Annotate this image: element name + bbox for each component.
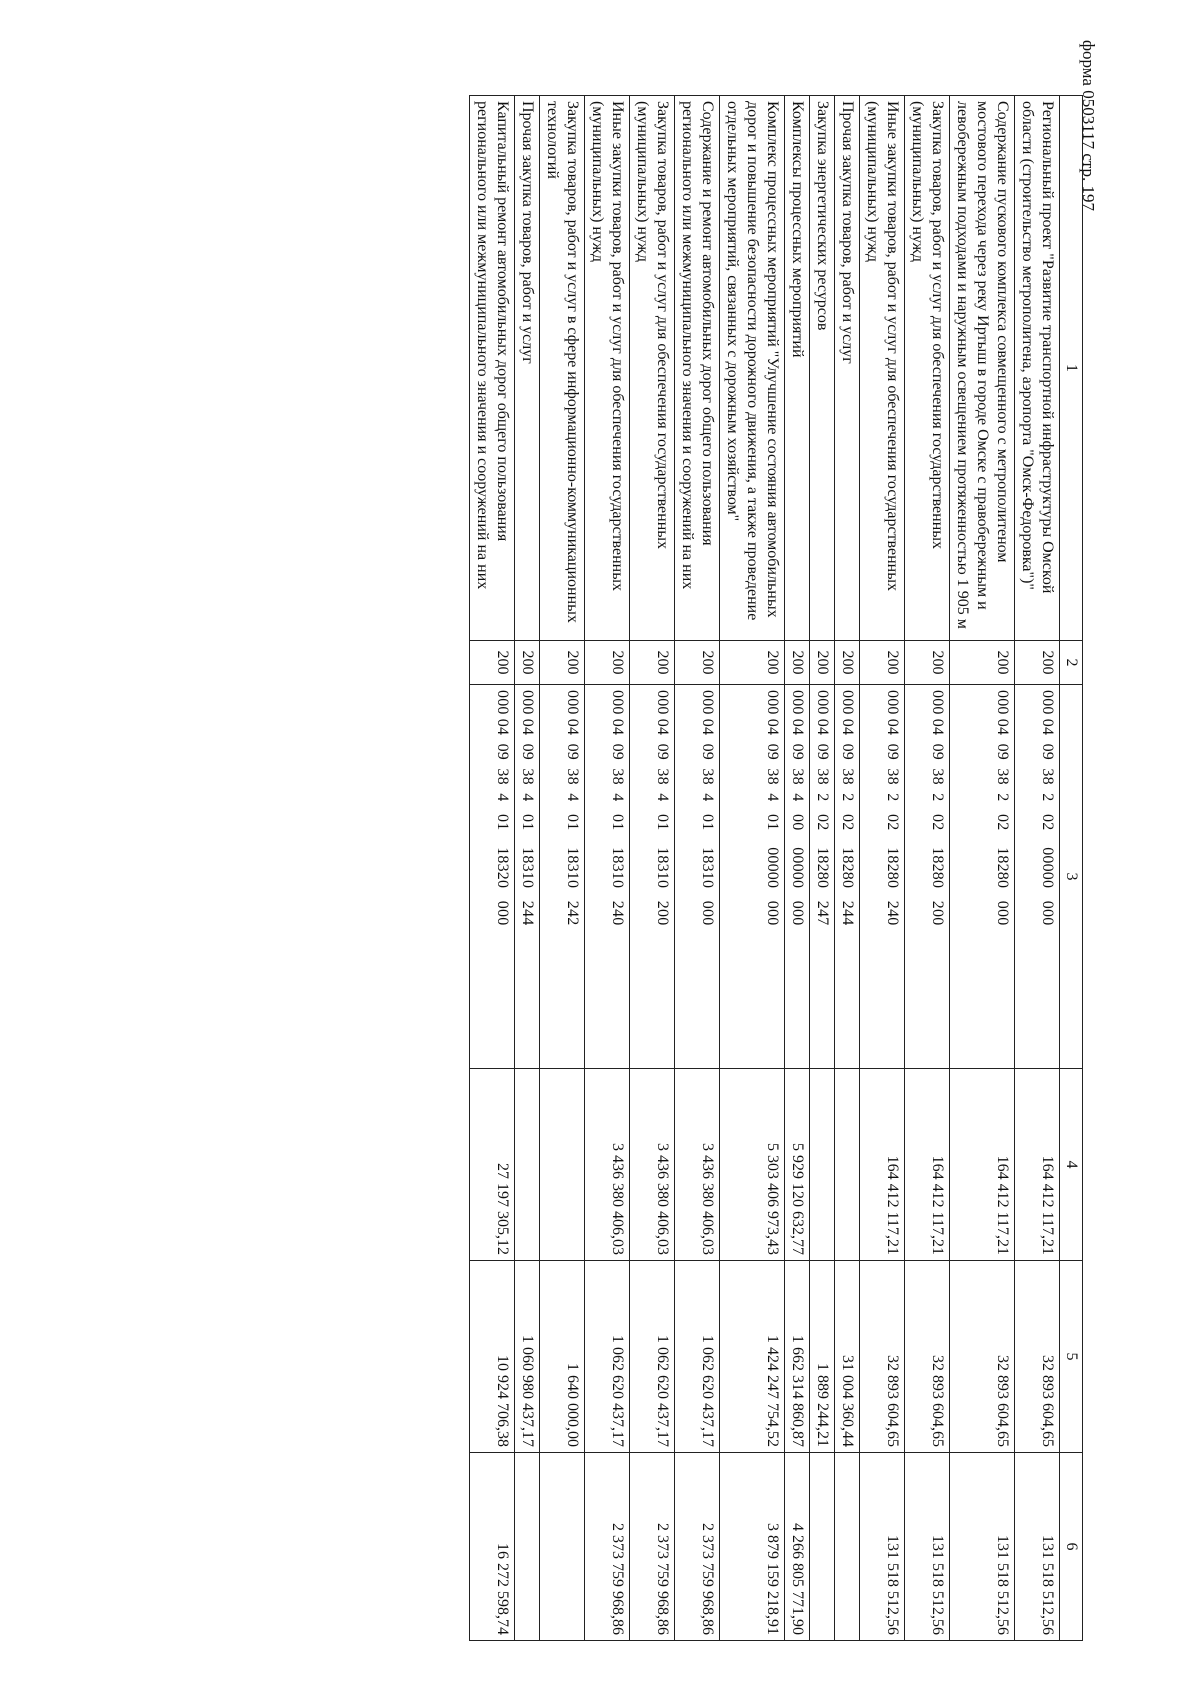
row-executed-amount-cell: 1 062 620 437,17 [585, 1261, 630, 1453]
row-budget-code-cell: 000 04 09 38 2 02 18280 247 [810, 685, 835, 1069]
table-row [950, 96, 1015, 1641]
row-unexecuted-amount-cell [540, 1453, 585, 1641]
row-unexecuted-amount-cell: 2 373 759 968,86 [630, 1453, 675, 1641]
row-budget-code-cell: 000 04 09 38 4 01 18310 242 [540, 685, 585, 1069]
column-header-3: 3 [1060, 685, 1083, 1069]
column-header-6: 6 [1060, 1453, 1083, 1641]
table-row [675, 96, 720, 1641]
row-approved-amount-cell: 164 412 117,21 [860, 1069, 905, 1261]
row-approved-amount-cell: 3 436 380 406,03 [585, 1069, 630, 1261]
row-name-cell: Содержание и ремонт автомобильных дорог общего пользования регионального или межмуниципального значения и сооружений на них [675, 96, 720, 641]
row-executed-amount-cell: 10 924 706,38 [470, 1261, 515, 1453]
row-unexecuted-amount-cell: 4 266 805 771,90 [785, 1453, 810, 1641]
row-line-code-cell: 200 [810, 641, 835, 685]
row-unexecuted-amount-cell: 131 518 512,56 [950, 1453, 1015, 1641]
row-name-cell: Региональный проект "Развитие транспортной инфраструктуры Омской области (строительство метрополитена, аэропорта "Омск-Федоровка")" [1015, 96, 1060, 641]
row-budget-code-cell: 000 04 09 38 2 02 18280 000 [950, 685, 1015, 1069]
row-executed-amount-cell: 1 060 980 437,17 [515, 1261, 540, 1453]
row-executed-amount-cell: 31 004 360,44 [835, 1261, 860, 1453]
row-name-cell: Закупка товаров, работ и услуг в сфере информационно-коммуникационных технологий [540, 96, 585, 641]
row-approved-amount-cell: 3 436 380 406,03 [675, 1069, 720, 1261]
row-approved-amount-cell: 164 412 117,21 [1015, 1069, 1060, 1261]
table-row [1015, 96, 1060, 1641]
row-budget-code-cell: 000 04 09 38 2 02 00000 000 [1015, 685, 1060, 1069]
row-line-code-cell: 200 [905, 641, 950, 685]
row-executed-amount-cell: 32 893 604,65 [1015, 1261, 1060, 1453]
row-approved-amount-cell: 164 412 117,21 [950, 1069, 1015, 1261]
table-row [905, 96, 950, 1641]
row-approved-amount-cell: 27 197 305,12 [470, 1069, 515, 1261]
row-approved-amount-cell [835, 1069, 860, 1261]
table-row [720, 96, 785, 1641]
row-executed-amount-cell: 32 893 604,65 [905, 1261, 950, 1453]
row-approved-amount-cell: 164 412 117,21 [905, 1069, 950, 1261]
row-budget-code-cell: 000 04 09 38 4 01 18310 240 [585, 685, 630, 1069]
row-line-code-cell: 200 [540, 641, 585, 685]
row-line-code-cell: 200 [470, 641, 515, 685]
row-name-cell: Иные закупки товаров, работ и услуг для обеспечения государственных (муниципальных) нужд [585, 96, 630, 641]
table-row [835, 96, 860, 1641]
row-budget-code-cell: 000 04 09 38 4 01 18320 000 [470, 685, 515, 1069]
table-row [630, 96, 675, 1641]
table-body [470, 96, 1060, 1641]
row-unexecuted-amount-cell [835, 1453, 860, 1641]
column-header-2: 2 [1060, 641, 1083, 685]
row-unexecuted-amount-cell: 131 518 512,56 [1015, 1453, 1060, 1641]
row-name-cell: Комплекс процессных мероприятий "Улучшение состояния автомобильных дорог и повышение безопасности дорожного движения, а также проведение отдельных мероприятий, связанных с дорожным хозяйством" [720, 96, 785, 641]
row-line-code-cell: 200 [835, 641, 860, 685]
row-line-code-cell: 200 [585, 641, 630, 685]
table-row [515, 96, 540, 1641]
row-approved-amount-cell: 5 929 120 632,77 [785, 1069, 810, 1261]
row-executed-amount-cell: 1 889 244,21 [810, 1261, 835, 1453]
row-line-code-cell: 200 [785, 641, 810, 685]
row-unexecuted-amount-cell [810, 1453, 835, 1641]
row-name-cell: Закупка энергетических ресурсов [810, 96, 835, 641]
row-name-cell: Прочая закупка товаров, работ и услуг [515, 96, 540, 641]
row-executed-amount-cell: 1 662 314 860,87 [785, 1261, 810, 1453]
row-unexecuted-amount-cell: 2 373 759 968,86 [675, 1453, 720, 1641]
table-row [470, 96, 515, 1641]
row-unexecuted-amount-cell: 2 373 759 968,86 [585, 1453, 630, 1641]
row-name-cell: Комплексы процессных мероприятий [785, 96, 810, 641]
row-unexecuted-amount-cell: 131 518 512,56 [905, 1453, 950, 1641]
row-budget-code-cell: 000 04 09 38 2 02 18280 240 [860, 685, 905, 1069]
row-name-cell: Закупка товаров, работ и услуг для обеспечения государственных (муниципальных) нужд [905, 96, 950, 641]
row-approved-amount-cell [515, 1069, 540, 1261]
row-executed-amount-cell: 1 424 247 754,52 [720, 1261, 785, 1453]
row-executed-amount-cell: 32 893 604,65 [950, 1261, 1015, 1453]
table-header [1060, 96, 1083, 1641]
row-unexecuted-amount-cell: 131 518 512,56 [860, 1453, 905, 1641]
row-unexecuted-amount-cell: 3 879 159 218,91 [720, 1453, 785, 1641]
row-executed-amount-cell: 1 062 620 437,17 [675, 1261, 720, 1453]
row-budget-code-cell: 000 04 09 38 4 00 00000 000 [785, 685, 810, 1069]
table-row [585, 96, 630, 1641]
column-header-5: 5 [1060, 1261, 1083, 1453]
row-line-code-cell: 200 [630, 641, 675, 685]
table-row [540, 96, 585, 1641]
row-line-code-cell: 200 [720, 641, 785, 685]
row-name-cell: Капитальный ремонт автомобильных дорог общего пользования регионального или межмуниципального значения и сооружений на них [470, 96, 515, 641]
row-unexecuted-amount-cell [515, 1453, 540, 1641]
row-budget-code-cell: 000 04 09 38 2 02 18280 244 [835, 685, 860, 1069]
row-approved-amount-cell [540, 1069, 585, 1261]
row-name-cell: Иные закупки товаров, работ и услуг для обеспечения государственных (муниципальных) нужд [860, 96, 905, 641]
row-line-code-cell: 200 [1015, 641, 1060, 685]
rotated-page-content [108, 95, 1083, 1640]
row-line-code-cell: 200 [515, 641, 540, 685]
row-budget-code-cell: 000 04 09 38 4 01 18310 000 [675, 685, 720, 1069]
row-name-cell: Закупка товаров, работ и услуг для обеспечения государственных (муниципальных) нужд [630, 96, 675, 641]
table-row [860, 96, 905, 1641]
row-approved-amount-cell: 5 303 406 973,43 [720, 1069, 785, 1261]
row-executed-amount-cell: 1 062 620 437,17 [630, 1261, 675, 1453]
row-executed-amount-cell: 1 640 000,00 [540, 1261, 585, 1453]
row-name-cell: Содержание пускового комплекса совмещенного с метрополитеном мостового перехода через реку Иртыш в городе Омске с правобережным и левобережным подходами и наружным освещением протяженностью 1 905 м [950, 96, 1015, 641]
table-row [810, 96, 835, 1641]
budget-execution-table [469, 95, 1083, 1641]
column-header-4: 4 [1060, 1069, 1083, 1261]
row-line-code-cell: 200 [860, 641, 905, 685]
table-row [785, 96, 810, 1641]
row-executed-amount-cell: 32 893 604,65 [860, 1261, 905, 1453]
row-budget-code-cell: 000 04 09 38 4 01 18310 200 [630, 685, 675, 1069]
column-header-1: 1 [1060, 96, 1083, 641]
row-unexecuted-amount-cell: 16 272 598,74 [470, 1453, 515, 1641]
row-budget-code-cell: 000 04 09 38 4 01 18310 244 [515, 685, 540, 1069]
form-page-header: форма 0503117 стр. 197 [1079, 40, 1098, 211]
row-budget-code-cell: 000 04 09 38 2 02 18280 200 [905, 685, 950, 1069]
row-name-cell: Прочая закупка товаров, работ и услуг [835, 96, 860, 641]
column-number-row [1060, 96, 1083, 1641]
row-line-code-cell: 200 [950, 641, 1015, 685]
row-line-code-cell: 200 [675, 641, 720, 685]
row-approved-amount-cell: 3 436 380 406,03 [630, 1069, 675, 1261]
row-budget-code-cell: 000 04 09 38 4 01 00000 000 [720, 685, 785, 1069]
row-approved-amount-cell [810, 1069, 835, 1261]
